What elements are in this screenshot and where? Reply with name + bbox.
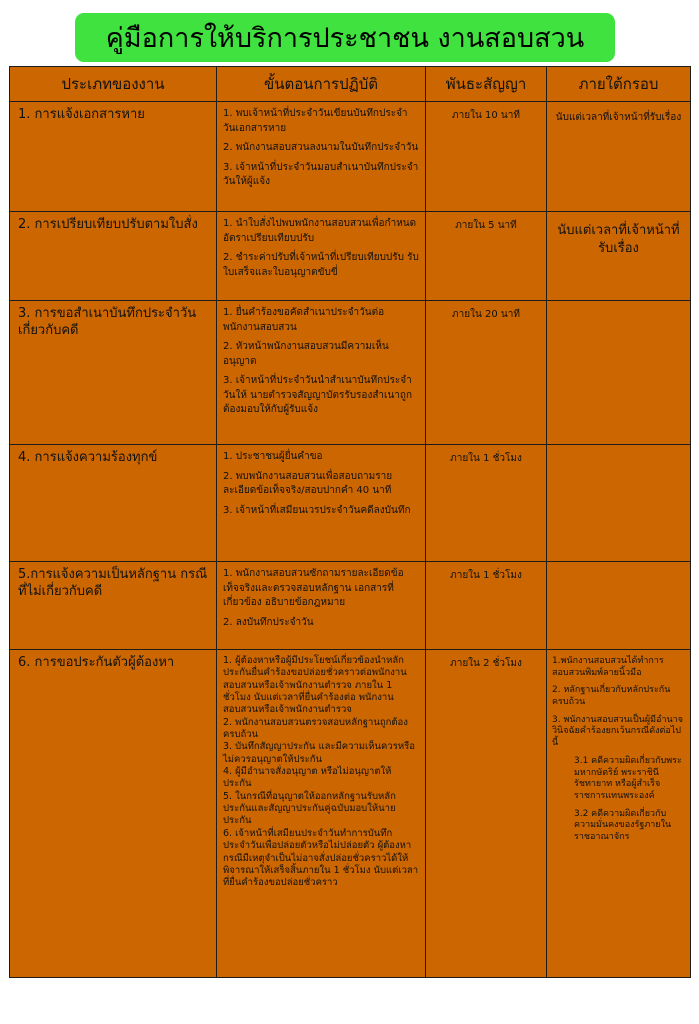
table-row (10, 562, 691, 650)
framework-cell (547, 650, 691, 978)
procedure-step: กรณีมีเหตุจำเป็นไม่อาจสั่งปล่อยชั่วคราวได้ให้พิจารณาให้เสร็จสิ้นภายใน 1 ชั่วโมง นับแต่เวลาที่ยื่นคำร้องขอปล่อยชั่วคราว (223, 852, 419, 889)
commitment-cell: ภายใน 1 ชั่วโมง (426, 445, 547, 562)
header-commitment: พันธะสัญญา (426, 67, 547, 102)
procedure-step: 2. ชำระค่าปรับที่เจ้าหน้าที่เปรียบเทียบปรับ รับใบเสร็จและใบอนุญาตขับขี่ (223, 252, 419, 278)
work-type-cell: 4. การแจ้งความร้องทุกข์ (10, 445, 217, 562)
procedure-step: 2. ลงบันทึกประจำวัน (223, 616, 314, 628)
framework-note: 1.พนักงานสอบสวนได้ทำการสอบสวนพิมพ์ลายนิ้วมือ (552, 656, 664, 678)
framework-cell (547, 212, 691, 301)
procedure-step: 3. บันทึกสัญญาประกัน และมีความเห็นควรหรือไม่ควรอนุญาตให้ประกัน (223, 741, 415, 765)
table-row (10, 445, 691, 562)
page-title: คู่มือการให้บริการประชาชน งานสอบสวน (75, 13, 615, 62)
commitment-cell: ภายใน 1 ชั่วโมง (426, 562, 547, 650)
table-header-row (10, 67, 691, 102)
header-framework: ภายใต้กรอบ (547, 67, 691, 102)
work-type-cell: 5.การแจ้งความเป็นหลักฐาน กรณีที่ไม่เกี่ยวกับคดี (10, 562, 217, 650)
header-work-type: ประเภทของงาน (10, 67, 217, 102)
table-row (10, 301, 691, 445)
framework-cell (547, 102, 691, 212)
procedure-cell (217, 301, 426, 445)
procedure-step: 2. พนักงานสอบสวนลงนามในบันทึกประจำวัน (223, 142, 419, 153)
framework-note: 3.2 คดีความผิดเกี่ยวกับความมั่นคงของรัฐภายในราชอาณาจักร (574, 808, 672, 842)
procedure-cell (217, 445, 426, 562)
work-type-cell: 3. การขอสำเนาบันทึกประจำวันเกี่ยวกับคดี (10, 301, 217, 445)
procedure-step: 1. พบเจ้าหน้าที่ประจำวันเขียนบันทึกประจำวันเอกสารหาย (223, 108, 408, 134)
work-type-cell: 1. การแจ้งเอกสารหาย (10, 102, 217, 212)
service-manual-table (9, 66, 691, 978)
table-row (10, 102, 691, 212)
procedure-step: 4. ผู้มีอำนาจสั่งอนุญาต หรือไม่อนุญาตให้ประกัน (223, 766, 392, 790)
framework-note: 3.1 คดีความผิดเกี่ยวกับพระมหากษัตริย์ พระราชินี รัชทายาท หรือผู้สำเร็จราชการแทนพระองค์ (574, 755, 682, 801)
procedure-step: 1. พนักงานสอบสวนซักถามรายละเอียดข้อเท็จจริงและตรวจสอบหลักฐาน เอกสารที่ เกี่ยวข้อง อธิบายข้อกฎหมาย (223, 568, 404, 608)
procedure-step: 2. หัวหน้าพนักงานสอบสวนมีความเห็นอนุญาต (223, 341, 389, 367)
procedure-cell (217, 212, 426, 301)
procedure-step: 6. เจ้าหน้าที่เสมียนประจำวันทำการบันทึกประจำวันเพื่อปล่อยตัวหรือไม่ปล่อยตัว ผู้ต้องหา (223, 827, 412, 852)
commitment-cell: ภายใน 5 นาที (426, 212, 547, 301)
work-type-cell: 6. การขอประกันตัวผู้ต้องหา (10, 650, 217, 978)
procedure-step: 1. นำใบสั่งไปพบพนักงานสอบสวนเพื่อกำหนดอัตราเปรียบเทียบปรับ (223, 218, 417, 244)
procedure-step: 5. ในกรณีที่อนุญาตให้ออกหลักฐานรับหลักประกันและสัญญาประกันคู่ฉบับมอบให้นายประกัน (223, 790, 396, 827)
framework-cell (547, 301, 691, 445)
procedure-step: 1. ประชาชนผู้ยื่นคำขอ (223, 451, 323, 462)
header-procedure: ขั้นตอนการปฏิบัติ (217, 67, 426, 102)
procedure-cell (217, 562, 426, 650)
framework-cell (547, 562, 691, 650)
procedure-step: 1. ผู้ต้องหาหรือผู้มีประโยชน์เกี่ยวข้องนำหลักประกันยื่นคำร้องขอปล่อยชั่วคราวต่อพนักงานสอบสวนหรือเจ้าพนักงานตำรวจ ภายใน 1 ชั่วโมง นับแต่เวลาที่ยื่นคำร้องต่อ พนักงานสอบสวนหรือเจ้าพนักงานตำรวจ (223, 655, 407, 716)
commitment-cell: ภายใน 2 ชั่วโมง (426, 650, 547, 978)
work-type-cell: 2. การเปรียบเทียบปรับตามใบสั่ง (10, 212, 217, 301)
procedure-step: 2. พบพนักงานสอบสวนเพื่อสอบถามรายละเอียดข้อเท็จจริง/สอบปากคำ 40 นาที (223, 470, 393, 496)
framework-text: นับแต่เวลาที่เจ้าหน้าที่รับเรื่อง (555, 112, 682, 123)
framework-text: นับแต่เวลาที่เจ้าหน้าที่รับเรื่อง (557, 223, 680, 256)
commitment-cell: ภายใน 10 นาที (426, 102, 547, 212)
procedure-step: 3. เจ้าหน้าที่เสมียนเวรประจำวันคดีลงบันทึก (223, 504, 411, 516)
procedure-step: 2. พนักงานสอบสวนตรวจสอบหลักฐานถูกต้องครบถ้วน (223, 716, 408, 741)
procedure-cell (217, 650, 426, 978)
procedure-step: 3. เจ้าหน้าที่ประจำวันนำสำเนาบันทึกประจำวันให้ นายตำรวจสัญญาบัตรรับรองสำเนาถูกต้องมอบให้กับผู้รับแจ้ง (223, 375, 413, 415)
procedure-step: 3. เจ้าหน้าที่ประจำวันมอบสำเนาบันทึกประจำวันให้ผู้แจ้ง (223, 161, 419, 187)
framework-cell (547, 445, 691, 562)
framework-note: 3. พนักงานสอบสวนเป็นผู้มีอำนาจวินิจฉัยคำร้องยกเว้นกรณีดังต่อไปนี้ (552, 714, 683, 749)
table-row (10, 650, 691, 978)
procedure-cell (217, 102, 426, 212)
framework-note: 2. หลักฐานเกี่ยวกับหลักประกันครบถ้วน (552, 685, 671, 708)
table-row (10, 212, 691, 301)
procedure-step: 1. ยื่นคำร้องขอคัดสำเนาประจำวันต่อพนักงานสอบสวน (223, 307, 385, 333)
commitment-cell: ภายใน 20 นาที (426, 301, 547, 445)
